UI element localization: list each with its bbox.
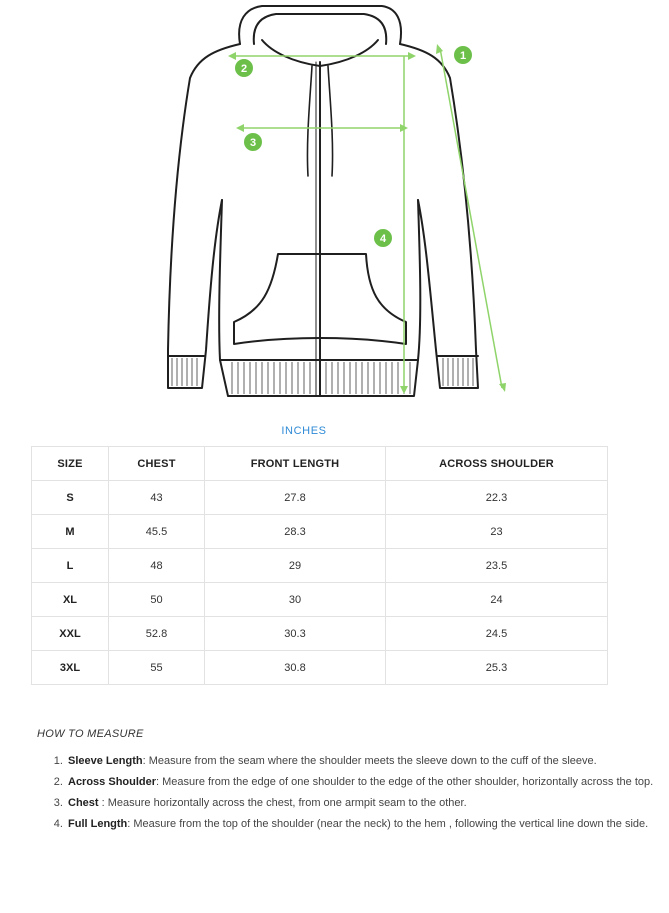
cell-size: S — [32, 481, 109, 515]
cell-chest: 55 — [109, 651, 205, 685]
header-size: SIZE — [32, 447, 109, 481]
step-term: Chest — [68, 797, 99, 809]
step-across-shoulder — [66, 773, 666, 792]
marker-3 — [244, 133, 262, 151]
cell-across-shoulder: 23.5 — [386, 549, 608, 583]
table-row — [32, 515, 608, 549]
table-row — [32, 651, 608, 685]
cell-across-shoulder: 22.3 — [386, 481, 608, 515]
svg-text:1: 1 — [459, 50, 467, 62]
size-chart-table — [31, 446, 608, 685]
cell-chest: 52.8 — [109, 617, 205, 651]
cell-across-shoulder: 24.5 — [386, 617, 608, 651]
marker-4 — [374, 229, 392, 247]
step-term: Full Length — [68, 818, 128, 830]
step-text: : Measure from the top of the shoulder (near the neck) to the hem , following the vertical line down the side. — [127, 818, 649, 830]
hoodie-outline — [168, 6, 478, 396]
cell-chest: 50 — [109, 583, 205, 617]
rib-texture — [172, 358, 473, 394]
cell-front-length: 30.8 — [205, 651, 386, 685]
svg-text:4: 4 — [379, 233, 387, 245]
hoodie-measurement-diagram — [0, 0, 669, 415]
sleeve-length-line — [440, 48, 502, 388]
cell-size: 3XL — [32, 651, 109, 685]
measurement-lines — [228, 44, 506, 394]
cell-front-length: 27.8 — [205, 481, 386, 515]
step-full-length — [66, 815, 666, 834]
cell-front-length: 29 — [205, 549, 386, 583]
header-front-length: FRONT LENGTH — [205, 447, 386, 481]
how-to-measure-title: HOW TO MEASURE — [37, 728, 144, 740]
svg-text:3: 3 — [249, 137, 257, 149]
cell-size: XXL — [32, 617, 109, 651]
step-term: Across Shoulder — [68, 776, 157, 788]
step-text: : Measure horizontally across the chest, from one armpit seam to the other. — [98, 797, 467, 809]
marker-2 — [235, 59, 253, 77]
table-row — [32, 617, 608, 651]
units-label: INCHES — [281, 425, 327, 437]
svg-text:2: 2 — [240, 63, 248, 75]
cell-front-length: 28.3 — [205, 515, 386, 549]
step-term: Sleeve Length — [68, 755, 143, 767]
marker-1 — [454, 46, 472, 64]
table-header-row — [32, 447, 608, 481]
table-row — [32, 481, 608, 515]
table-row — [32, 583, 608, 617]
header-chest: CHEST — [109, 447, 205, 481]
table-row — [32, 549, 608, 583]
cell-front-length: 30 — [205, 583, 386, 617]
cell-across-shoulder: 23 — [386, 515, 608, 549]
cell-chest: 45.5 — [109, 515, 205, 549]
cell-chest: 43 — [109, 481, 205, 515]
how-to-measure-list — [30, 752, 666, 836]
cell-across-shoulder: 24 — [386, 583, 608, 617]
step-text: : Measure from the seam where the shoulder meets the sleeve down to the cuff of the sleeve. — [142, 755, 597, 767]
header-across-shoulder: ACROSS SHOULDER — [386, 447, 608, 481]
cell-size: L — [32, 549, 109, 583]
cell-chest: 48 — [109, 549, 205, 583]
step-text: : Measure from the edge of one shoulder to the edge of the other shoulder, horizontally across the top. — [156, 776, 654, 788]
cell-size: XL — [32, 583, 109, 617]
step-sleeve-length — [66, 752, 666, 771]
cell-across-shoulder: 25.3 — [386, 651, 608, 685]
cell-size: M — [32, 515, 109, 549]
cell-front-length: 30.3 — [205, 617, 386, 651]
step-chest — [66, 794, 666, 813]
